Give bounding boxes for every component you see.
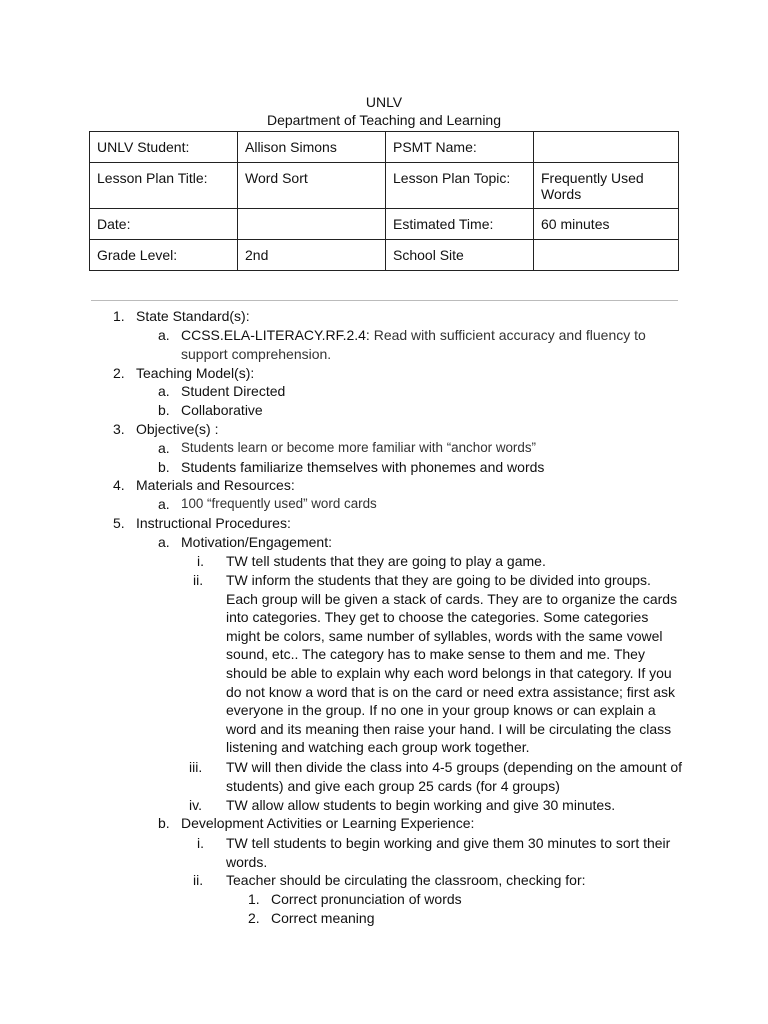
item-letter: a. <box>158 496 170 512</box>
lesson-info-table <box>89 131 679 271</box>
procedure-step-line: listening and watching each group work together. <box>226 739 530 756</box>
procedure-step-line: do not know a word that is on the card or need extra assistance; first ask <box>226 683 676 700</box>
estimated-time-value: 60 minutes <box>534 209 679 240</box>
item-roman: i. <box>197 835 204 851</box>
grade-level-label: Grade Level: <box>90 240 238 271</box>
materials-item: 100 “frequently used” word cards <box>181 496 377 511</box>
unlv-student-label: UNLV Student: <box>90 132 238 163</box>
lesson-plan-title-value: Word Sort <box>238 163 386 209</box>
item-roman: iv. <box>189 797 202 813</box>
table-row <box>90 240 679 271</box>
state-standards-heading: State Standard(s): <box>136 308 250 324</box>
standard-description-cont: support comprehension. <box>181 346 332 362</box>
procedure-step-line: TW will then divide the class into 4-5 groups (depending on the amount of <box>226 759 683 775</box>
item-roman: ii. <box>193 572 204 588</box>
school-site-value <box>534 240 679 271</box>
table-row <box>90 209 679 240</box>
item-number: 4. <box>113 477 125 493</box>
procedure-step-line: sound, etc.. The category has to make sense to them and me. They <box>226 646 645 663</box>
standard-description: Read with sufficient accuracy and fluency to <box>369 327 646 343</box>
item-letter: b. <box>158 459 170 475</box>
item-number: 2. <box>113 365 125 381</box>
standard-code-line <box>181 326 646 345</box>
materials-heading: Materials and Resources: <box>136 477 295 493</box>
unlv-student-value: Allison Simons <box>238 132 386 163</box>
document-header <box>0 93 768 129</box>
lesson-plan-title-label: Lesson Plan Title: <box>90 163 238 209</box>
date-label: Date: <box>90 209 238 240</box>
psmt-name-value <box>534 132 679 163</box>
procedure-step-line: should be able to explain why each word belongs in that category. If you <box>226 665 672 681</box>
item-roman: i. <box>197 553 204 569</box>
teaching-model-item: Student Directed <box>181 383 286 399</box>
item-letter: a. <box>158 440 170 456</box>
teaching-model-item: Collaborative <box>181 402 263 418</box>
horizontal-divider <box>91 300 678 301</box>
procedure-step-line: words. <box>226 853 268 870</box>
procedure-step: TW tell students that they are going to play a game. <box>226 553 546 569</box>
psmt-name-label: PSMT Name: <box>386 132 534 163</box>
department-name: Department of Teaching and Learning <box>266 112 501 128</box>
table-row <box>90 163 679 209</box>
procedure-step-line: Each group will be given a stack of cards. They are to organize the cards <box>226 590 678 607</box>
procedure-step: TW allow allow students to begin working and give 30 minutes. <box>226 797 616 813</box>
objective-item: Students learn or become more familiar with “anchor words” <box>181 440 536 455</box>
item-letter: b. <box>158 815 170 831</box>
item-roman: ii. <box>193 872 204 888</box>
procedure-step-line: might be colors, same number of syllables, words with the same vowel <box>226 627 663 644</box>
procedure-step-line: students) and give each group 25 cards (for 4 groups) <box>226 777 560 794</box>
checklist-item: Correct pronunciation of words <box>271 891 462 907</box>
item-number: 1. <box>113 308 125 324</box>
teaching-models-heading: Teaching Model(s): <box>136 365 255 381</box>
lesson-plan-topic-value: Frequently Used Words <box>534 163 679 209</box>
grade-level-value: 2nd <box>238 240 386 271</box>
item-letter: a. <box>158 327 170 343</box>
objectives-heading: Objective(s) : <box>136 421 219 437</box>
item-number: 1. <box>248 891 260 907</box>
procedure-step-line: into categories. They get to choose the categories. Some categories <box>226 609 649 626</box>
table-row <box>90 132 679 163</box>
motivation-heading: Motivation/Engagement: <box>181 534 332 550</box>
procedures-heading: Instructional Procedures: <box>136 515 291 531</box>
item-letter: a. <box>158 534 170 550</box>
item-roman: iii. <box>189 759 203 775</box>
item-letter: b. <box>158 402 170 418</box>
objective-item: Students familiarize themselves with phonemes and words <box>181 459 545 475</box>
item-number: 5. <box>113 515 125 531</box>
lesson-plan-topic-label: Lesson Plan Topic: <box>386 163 534 209</box>
item-number: 3. <box>113 421 125 437</box>
procedure-step-line: everyone in the group. If no one in your group knows or can explain a <box>226 702 656 719</box>
procedure-step-line: TW inform the students that they are going to be divided into groups. <box>226 572 651 588</box>
procedure-step-line: TW tell students to begin working and give them 30 minutes to sort their <box>226 835 671 851</box>
item-letter: a. <box>158 383 170 399</box>
procedure-step-line: word and its meaning then raise your hand. I will be circulating the class <box>226 720 672 737</box>
org-name: UNLV <box>365 94 403 110</box>
estimated-time-label: Estimated Time: <box>386 209 534 240</box>
procedure-step: Teacher should be circulating the classroom, checking for: <box>226 872 586 888</box>
school-site-label: School Site <box>386 240 534 271</box>
checklist-item: Correct meaning <box>271 910 375 926</box>
development-heading: Development Activities or Learning Experience: <box>181 815 475 831</box>
date-value <box>238 209 386 240</box>
item-number: 2. <box>248 910 260 926</box>
standard-code: CCSS.ELA-LITERACY.RF.2.4: <box>181 327 370 343</box>
